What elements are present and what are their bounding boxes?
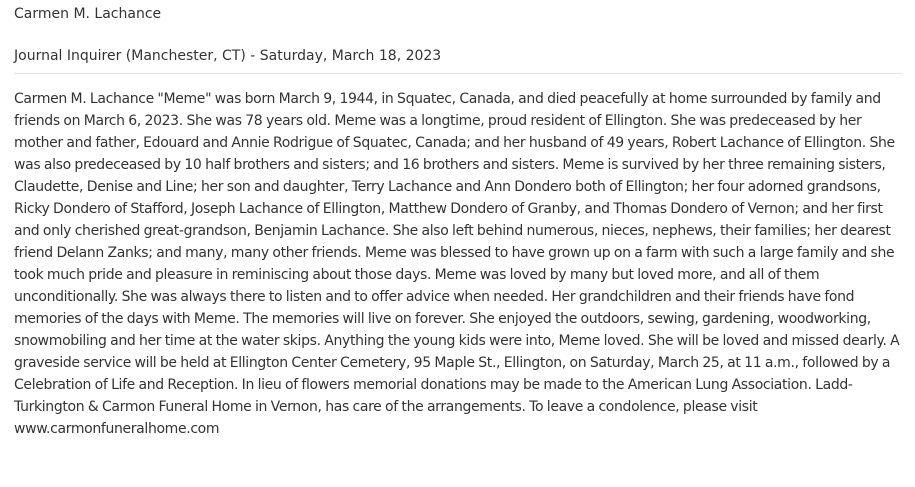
divider <box>14 73 902 74</box>
obituary-body: Carmen M. Lachance "Meme" was born March 9, 1944, in Squatec, Canada, and died peacefully at home surrounded by family and friends on March 6, 2023. She was 78 years old. Meme was a longtime, proud resident of Ellington. She was predeceased by her mother and father, Edouard and Annie Rodrigue of Squatec, Canada; and her husband of 49 years, Robert Lachance of Ellington. She was also predeceased by 10 half brothers and sisters; and 16 brothers and sisters. Meme is survived by her three remaining sisters, Claudette, Denise and Line; her son and daughter, Terry Lachance and Ann Dondero both of Ellington; her four adorned grandsons, Ricky Dondero of Stafford, Joseph Lachance of Ellington, Matthew Dondero of Granby, and Thomas Dondero of Vernon; and her first and only cherished great-grandson, Benjamin Lachance. She also left behind numerous, nieces, nephews, their families; her dearest friend Delann Zanks; and many, many other friends. Meme was blessed to have grown up on a farm with such a large family and she took much pride and pleasure in reminiscing about those days. Meme was loved by many but loved more, and all of them unconditionally. She was always there to listen and to offer advice when needed. Her grandchildren and their friends have fond memories of the days with Meme. The memories will live on forever. She enjoyed the outdoors, sewing, gardening, woodworking, snowmobiling and her time at the water skips. Anything the young kids were into, Meme loved. She will be loved and missed dearly. A graveside service will be held at Ellington Center Cemetery, 95 Maple St., Ellington, on Saturday, March 25, at 11 a.m., followed by a Celebration of Life and Reception. In lieu of flowers memorial donations may be made to the American Lung Association. Ladd-Turkington & Carmon Funeral Home in Vernon, has care of the arrangements. To leave a condolence, please visit www.carmonfuneralhome.com <box>14 91 900 437</box>
obituary-source-line: Journal Inquirer (Manchester, CT) - Saturday, March 18, 2023 <box>14 48 442 64</box>
obituary-name: Carmen M. Lachance <box>14 6 162 22</box>
